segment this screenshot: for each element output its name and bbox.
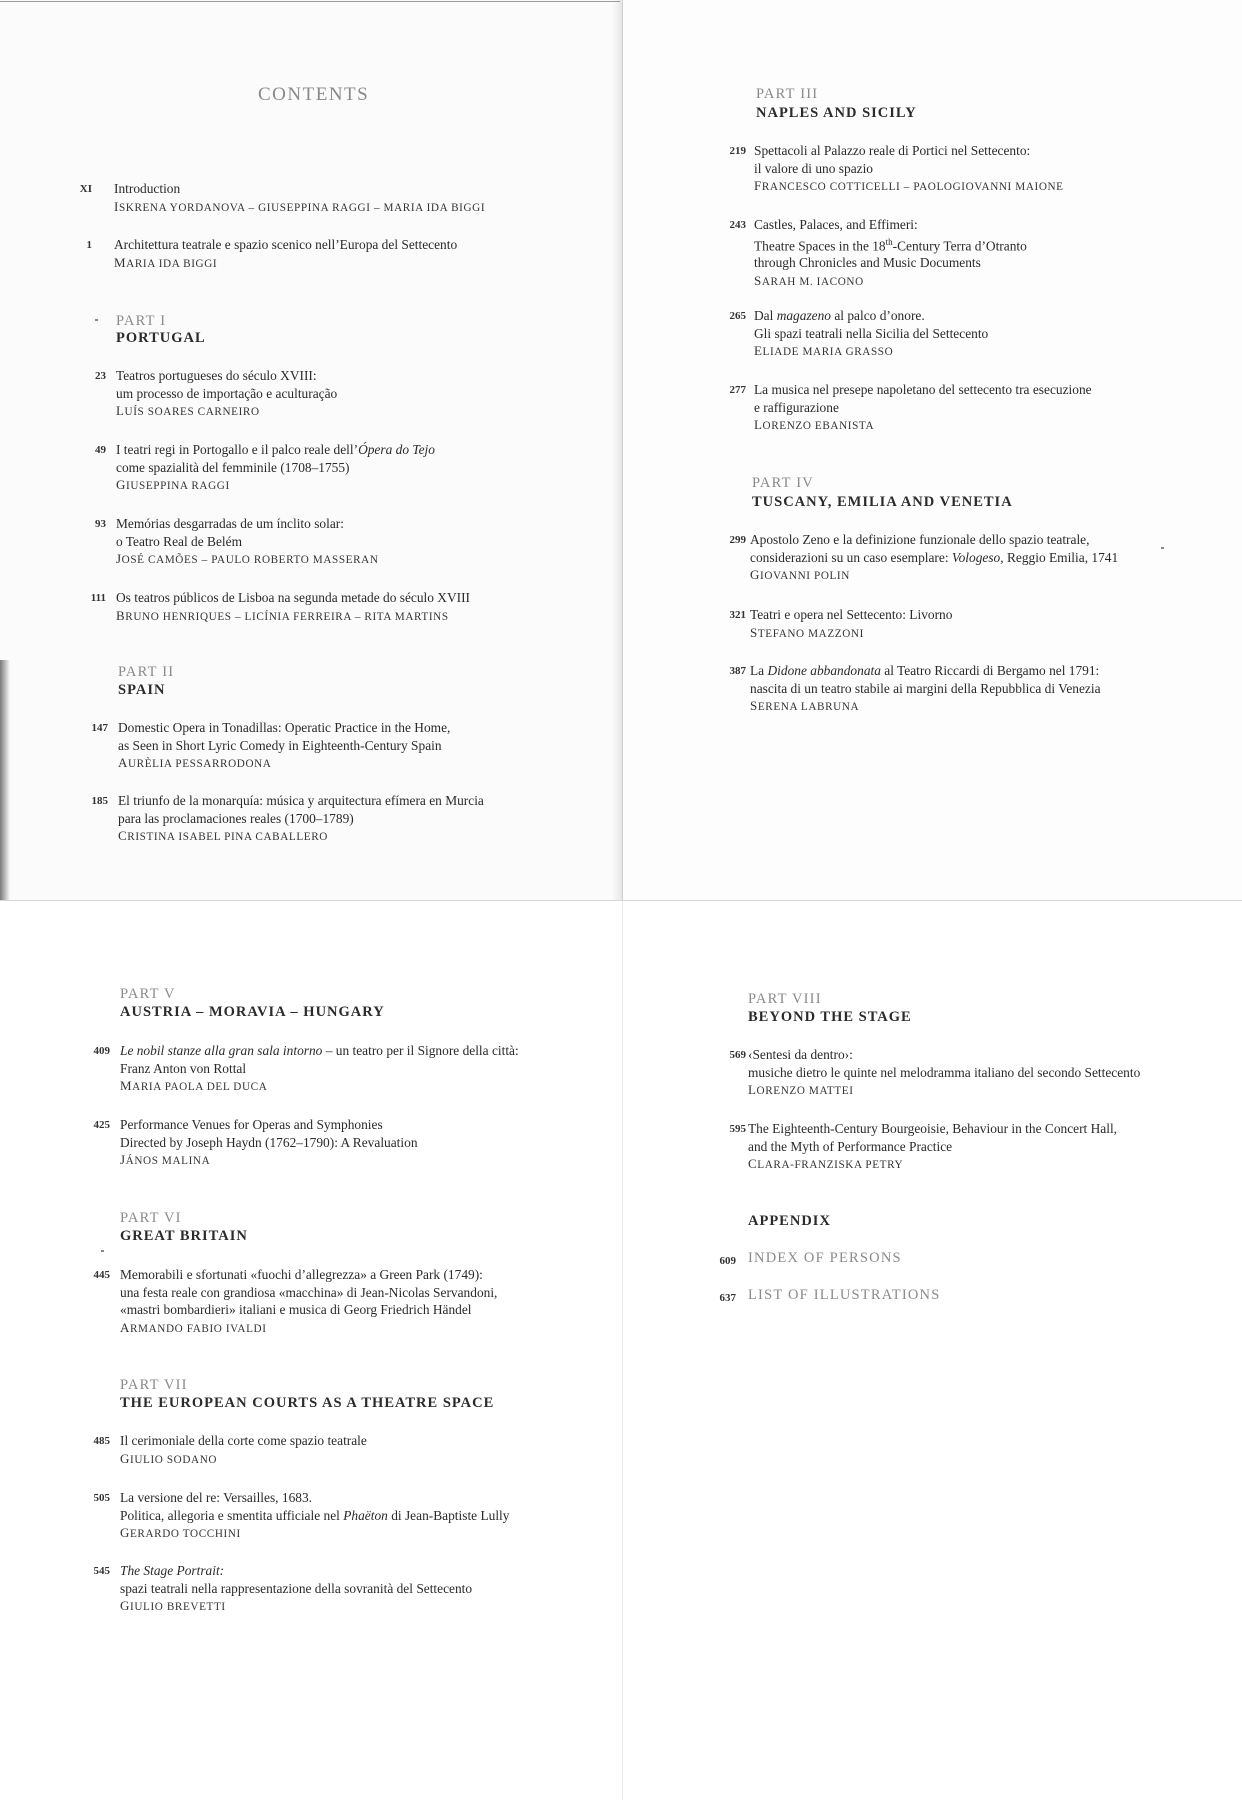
- entry-title: Spettacoli al Palazzo reale di Portici nel Settecento:: [754, 143, 1031, 158]
- entry-title: Performance Venues for Operas and Symphonies: [120, 1117, 383, 1132]
- entry-title: Apostolo Zeno e la definizione funzionale dello spazio teatrale,: [750, 532, 1090, 547]
- entry-title: Il cerimoniale della corte come spazio teatrale: [120, 1433, 367, 1448]
- gutter-shadow: [612, 0, 622, 900]
- page-number: 609: [719, 1255, 736, 1267]
- entry-authors: JOSÉ CAMÕES – PAULO ROBERTO MASSERAN: [116, 551, 379, 566]
- page-number: 111: [90, 592, 106, 604]
- page-bottom-left: [0, 900, 622, 1800]
- entry-title: Franz Anton von Rottal: [120, 1060, 247, 1076]
- entry-title: Gli spazi teatrali nella Sicilia del Settecento: [754, 325, 989, 341]
- page-number: 93: [95, 518, 106, 530]
- entry-authors: GERARDO TOCCHINI: [120, 1525, 241, 1540]
- page-number: 387: [729, 665, 746, 677]
- page-number: 265: [729, 310, 746, 322]
- page-number: 409: [93, 1045, 110, 1057]
- entry-title: Os teatros públicos de Lisboa na segunda metade do século XVIII: [116, 590, 471, 605]
- top-edge-line: [0, 1, 620, 2]
- page-number: 185: [91, 795, 108, 807]
- page-number: 485: [93, 1435, 110, 1447]
- entry-authors: ARMANDO FABIO IVALDI: [120, 1319, 267, 1335]
- entry-authors: GIOVANNI POLIN: [750, 567, 850, 582]
- entry-title: Introduction: [114, 181, 181, 196]
- part-title: GREAT BRITAIN: [120, 1228, 248, 1244]
- part-title: TUSCANY, EMILIA AND VENETIA: [752, 494, 1013, 510]
- page-number: 277: [729, 384, 746, 396]
- bottom-spread-divider: [622, 900, 623, 1800]
- page-number: 243: [729, 219, 746, 231]
- entry-title: La musica nel presepe napoletano del settecento tra esecuzione: [754, 382, 1092, 397]
- page-number: 147: [91, 722, 108, 734]
- entry-title: para las proclamaciones reales (1700–1789): [118, 810, 354, 826]
- entry-authors: LORENZO MATTEI: [748, 1082, 854, 1097]
- entry-title: Castles, Palaces, and Effimeri:: [754, 217, 918, 232]
- entry-title: una festa reale con grandiosa «macchina» di Jean-Nicolas Servandoni,: [120, 1284, 498, 1300]
- page-number: 299: [729, 534, 746, 546]
- page-number: 219: [729, 145, 746, 157]
- entry-title: Memorabili e sfortunati «fuochi d’allegrezza» a Green Park (1749):: [120, 1267, 483, 1282]
- entry-authors: LORENZO EBANISTA: [754, 417, 875, 432]
- part-title: NAPLES AND SICILY: [756, 105, 917, 121]
- entry-title: I teatri regi in Portogallo e il palco reale dell’Ópera do Tejo: [116, 442, 435, 457]
- entry-title: Teatri e opera nel Settecento: Livorno: [750, 607, 953, 622]
- entry-authors: MARIA PAOLA DEL DUCA: [120, 1078, 268, 1093]
- entry-authors: CRISTINA ISABEL PINA CABALLERO: [118, 828, 328, 843]
- part-title: AUSTRIA – MORAVIA – HUNGARY: [120, 1004, 385, 1020]
- part-title: THE EUROPEAN COURTS AS A THEATRE SPACE: [120, 1395, 495, 1411]
- page-number: 445: [93, 1269, 110, 1281]
- part-label: PART V: [120, 986, 176, 1002]
- page-number: 321: [729, 609, 746, 621]
- top-spread-divider: [622, 0, 623, 900]
- entry-title: The Eighteenth-Century Bourgeoisie, Behaviour in the Concert Hall,: [748, 1121, 1118, 1136]
- part-label: PART IV: [752, 475, 814, 491]
- entry-title: Politica, allegoria e smentita ufficiale nel Phaëton di Jean-Baptiste Lully: [120, 1507, 510, 1523]
- entry-title: Teatros portugueses do século XVIII:: [116, 368, 317, 383]
- entry-authors: LUÍS SOARES CARNEIRO: [116, 403, 260, 418]
- part-title: BEYOND THE STAGE: [748, 1009, 912, 1025]
- entry-authors: MARIA IDA BIGGI: [114, 254, 218, 270]
- entry-title: Le nobil stanze alla gran sala intorno – un teatro per il Signore della città:: [120, 1043, 519, 1058]
- page-number: 505: [93, 1492, 110, 1504]
- appendix-item-illustrations[interactable]: LIST OF ILLUSTRATIONS: [748, 1287, 941, 1303]
- part-label: PART VII: [120, 1377, 188, 1393]
- entry-title: spazi teatrali nella rappresentazione della sovranità del Settecento: [120, 1580, 473, 1596]
- entry-authors: GIULIO SODANO: [120, 1450, 218, 1466]
- part-title: SPAIN: [118, 682, 166, 698]
- entry-authors: FRANCESCO COTTICELLI – PAOLOGIOVANNI MAIONE: [754, 178, 1064, 193]
- entry-authors: GIUSEPPINA RAGGI: [116, 477, 230, 492]
- page-bottom-right: [622, 900, 1242, 1800]
- scan-mark: [1161, 547, 1164, 549]
- contents-title: CONTENTS: [258, 84, 370, 105]
- appendix-title: APPENDIX: [748, 1213, 831, 1229]
- entry-authors: BRUNO HENRIQUES – LICÍNIA FERREIRA – RITA MARTINS: [116, 607, 449, 623]
- entry-title: through Chronicles and Music Documents: [754, 255, 981, 271]
- part-title: PORTUGAL: [116, 330, 206, 346]
- page-number: 49: [95, 444, 106, 456]
- appendix-item-index[interactable]: INDEX OF PERSONS: [748, 1250, 902, 1266]
- entry-authors: STEFANO MAZZONI: [750, 624, 864, 640]
- entry-title: La versione del re: Versailles, 1683.: [120, 1490, 312, 1505]
- entry-title: il valore di uno spazio: [754, 160, 873, 176]
- page-top-right: [622, 0, 1242, 900]
- entry-title: o Teatro Real de Belém: [116, 533, 242, 549]
- page-number: 545: [93, 1565, 110, 1577]
- entry-title: La Didone abbandonata al Teatro Riccardi di Bergamo nel 1791:: [750, 663, 1100, 678]
- entry-title: Memórias desgarradas de um ínclito solar:: [116, 516, 344, 531]
- page-number: 637: [719, 1292, 736, 1304]
- part-label: PART II: [118, 664, 175, 680]
- entry-title: um processo de importação e aculturação: [116, 385, 338, 401]
- page-number: 595: [729, 1123, 746, 1135]
- entry-title: nascita di un teatro stabile ai margini della Repubblica di Venezia: [750, 680, 1101, 696]
- entry-title: «mastri bombardieri» italiani e musica di Georg Friedrich Händel: [120, 1302, 472, 1317]
- entry-title: Domestic Opera in Tonadillas: Operatic Practice in the Home,: [118, 720, 451, 735]
- entry-title: Architettura teatrale e spazio scenico nell’Europa del Settecento: [114, 237, 458, 252]
- entry-title: considerazioni su un caso esemplare: Vologeso, Reggio Emilia, 1741: [750, 549, 1119, 565]
- part-label: PART VI: [120, 1210, 182, 1226]
- entry-title: ‹Sentesi da dentro›:: [748, 1047, 853, 1062]
- entry-authors: ISKRENA YORDANOVA – GIUSEPPINA RAGGI – MARIA IDA BIGGI: [114, 198, 486, 214]
- page-number: 23: [95, 370, 106, 382]
- entry-title: as Seen in Short Lyric Comedy in Eighteenth-Century Spain: [118, 737, 442, 753]
- entry-authors: JÁNOS MALINA: [120, 1152, 211, 1167]
- entry-title: musiche dietro le quinte nel melodramma italiano del secondo Settecento: [748, 1064, 1141, 1080]
- scan-separator: [0, 900, 1242, 901]
- scan-mark: [95, 319, 98, 321]
- entry-title: Directed by Joseph Haydn (1762–1790): A Revaluation: [120, 1134, 418, 1150]
- page-edge-shadow: [0, 660, 10, 900]
- entry-authors: AURÈLIA PESSARRODONA: [118, 755, 272, 770]
- entry-authors: SERENA LABRUNA: [750, 698, 860, 713]
- entry-authors: GIULIO BREVETTI: [120, 1598, 226, 1613]
- part-label: PART III: [756, 86, 819, 102]
- entry-title: The Stage Portrait:: [120, 1563, 225, 1578]
- page-number: 1: [86, 239, 92, 251]
- scan-mark: [101, 1250, 104, 1252]
- page-number: 569: [729, 1049, 746, 1061]
- entry-title: Theatre Spaces in the 18th-Century Terra d’Otranto: [754, 236, 1027, 253]
- entry-authors: SARAH M. IACONO: [754, 272, 864, 288]
- entry-title: Dal magazeno al palco d’onore.: [754, 308, 925, 323]
- entry-title: and the Myth of Performance Practice: [748, 1138, 953, 1154]
- part-label: PART VIII: [748, 991, 822, 1007]
- entry-title: El triunfo de la monarquía: música y arquitectura efímera en Murcia: [118, 793, 484, 808]
- part-label: PART I: [116, 313, 167, 329]
- entry-authors: ELIADE MARIA GRASSO: [754, 343, 894, 358]
- page-number: XI: [79, 183, 92, 195]
- entry-authors: CLARA-FRANZISKA PETRY: [748, 1156, 904, 1171]
- page-number: 425: [93, 1119, 110, 1131]
- entry-title: come spazialità del femminile (1708–1755): [116, 459, 350, 475]
- entry-title: e raffigurazione: [754, 399, 839, 415]
